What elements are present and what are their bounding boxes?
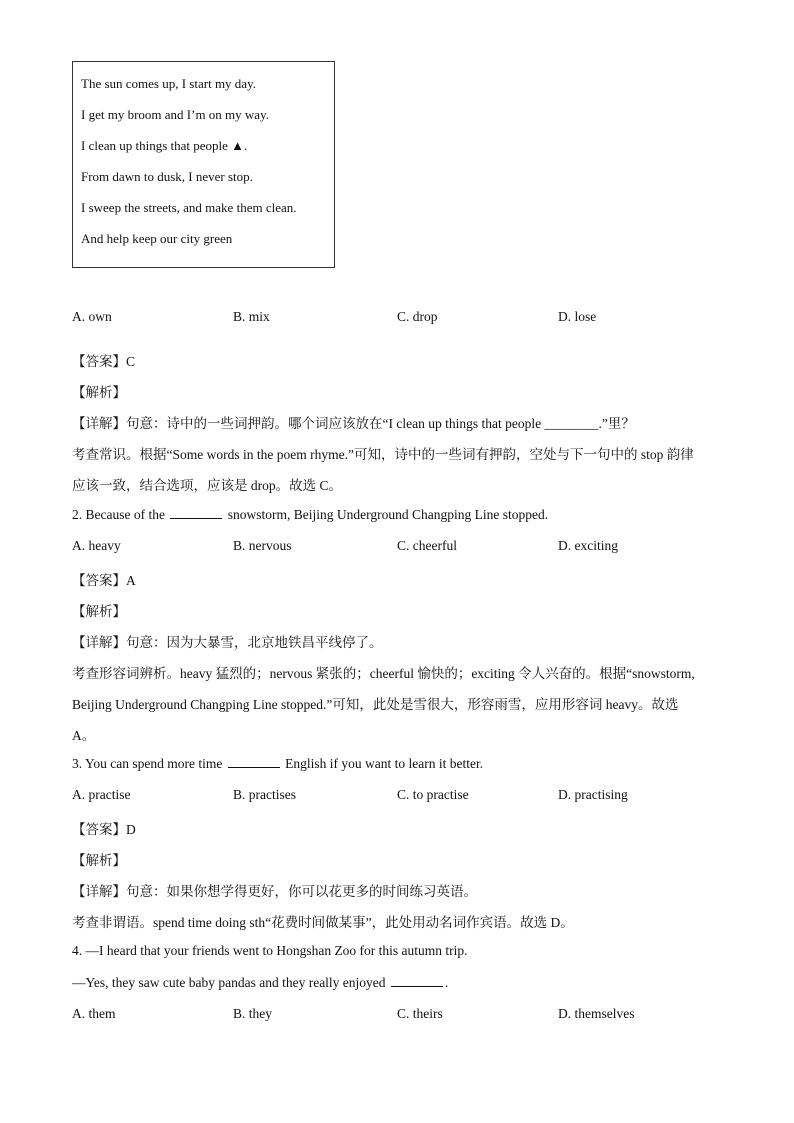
q4-stem-2 [72,975,448,991]
q1-answer: 【答案】C [72,354,136,369]
q1-detail: 【详解】句意：诗中的一些词押韵。哪个词应该放在“I clean up things that people ________.”里？ [72,416,635,431]
poem-line-2: I get my broom and I’m on my way. [81,107,269,122]
q4-option-c[interactable]: C. theirs [397,1006,443,1021]
q1-option-c[interactable]: C. drop [397,309,438,324]
q3-stem-end: English if you want to learn it better. [285,756,484,771]
q2-option-b[interactable]: B. nervous [233,538,292,553]
q2-option-a[interactable]: A. heavy [72,538,121,553]
q4-stem-1: 4. —I heard that your friends went to Hongshan Zoo for this autumn trip. [72,943,468,958]
poem-line-6: And help keep our city green [81,231,233,246]
q3-detail: 【详解】句意：如果你想学得更好，你可以花更多的时间练习英语。 [72,884,477,899]
q2-explain-2: Beijing Underground Changping Line stopped.”可知，此处是雪很大，形容雨雪，应用形容词 heavy。故选 [72,697,679,712]
poem-line-1: The sun comes up, I start my day. [81,76,256,91]
q2-detail: 【详解】句意：因为大暴雪，北京地铁昌平线停了。 [72,635,383,650]
q2-stem [72,507,548,523]
poem-line-3: I clean up things that people ▲. [81,138,248,153]
poem-box [72,61,335,268]
q4-option-a[interactable]: A. them [72,1006,116,1021]
q4-stem-2-start: —Yes, they saw cute baby pandas and they really enjoyed [72,975,386,990]
q1-analysis-heading: 【解析】 [72,385,126,400]
q4-option-b[interactable]: B. they [233,1006,272,1021]
q4-option-d[interactable]: D. themselves [558,1006,635,1021]
q3-option-a[interactable]: A. practise [72,787,131,802]
q2-analysis-heading: 【解析】 [72,604,126,619]
q3-blank [228,757,280,768]
q2-stem-end: snowstorm, Beijing Underground Changping Line stopped. [227,507,549,522]
q1-option-d[interactable]: D. lose [558,309,597,324]
q3-explain-1: 考查非谓语。spend time doing sth“花费时间做某事”，此处用动名词作宾语。故选 D。 [72,915,574,930]
q1-option-b[interactable]: B. mix [233,309,270,324]
q2-stem-start: 2. Because of the [72,507,165,522]
q3-option-d[interactable]: D. practising [558,787,628,802]
q3-stem-start: 3. You can spend more time [72,756,223,771]
q2-answer: 【答案】A [72,573,136,588]
q3-analysis-heading: 【解析】 [72,853,126,868]
q1-explain-1: 考查常识。根据“Some words in the poem rhyme.”可知，诗中的一些词有押韵，空处与下一句中的 stop 韵律 [72,447,694,462]
q2-option-d[interactable]: D. exciting [558,538,618,553]
poem-line-4: From dawn to dusk, I never stop. [81,169,253,184]
q3-option-c[interactable]: C. to practise [397,787,469,802]
q3-stem [72,756,483,772]
q2-blank [170,508,222,519]
q1-option-a[interactable]: A. own [72,309,112,324]
q2-option-c[interactable]: C. cheerful [397,538,457,553]
q2-explain-3: A。 [72,728,96,743]
q3-answer: 【答案】D [72,822,136,837]
q4-blank [391,976,443,987]
q2-explain-1: 考查形容词辨析。heavy 猛烈的；nervous 紧张的；cheerful 愉快的；exciting 令人兴奋的。根据“snowstorm, [72,666,695,681]
q3-option-b[interactable]: B. practises [233,787,296,802]
poem-line-5: I sweep the streets, and make them clean. [81,200,297,215]
q1-explain-2: 应该一致，结合选项，应该是 drop。故选 C。 [72,478,342,493]
q4-stem-2-end: . [444,975,449,990]
